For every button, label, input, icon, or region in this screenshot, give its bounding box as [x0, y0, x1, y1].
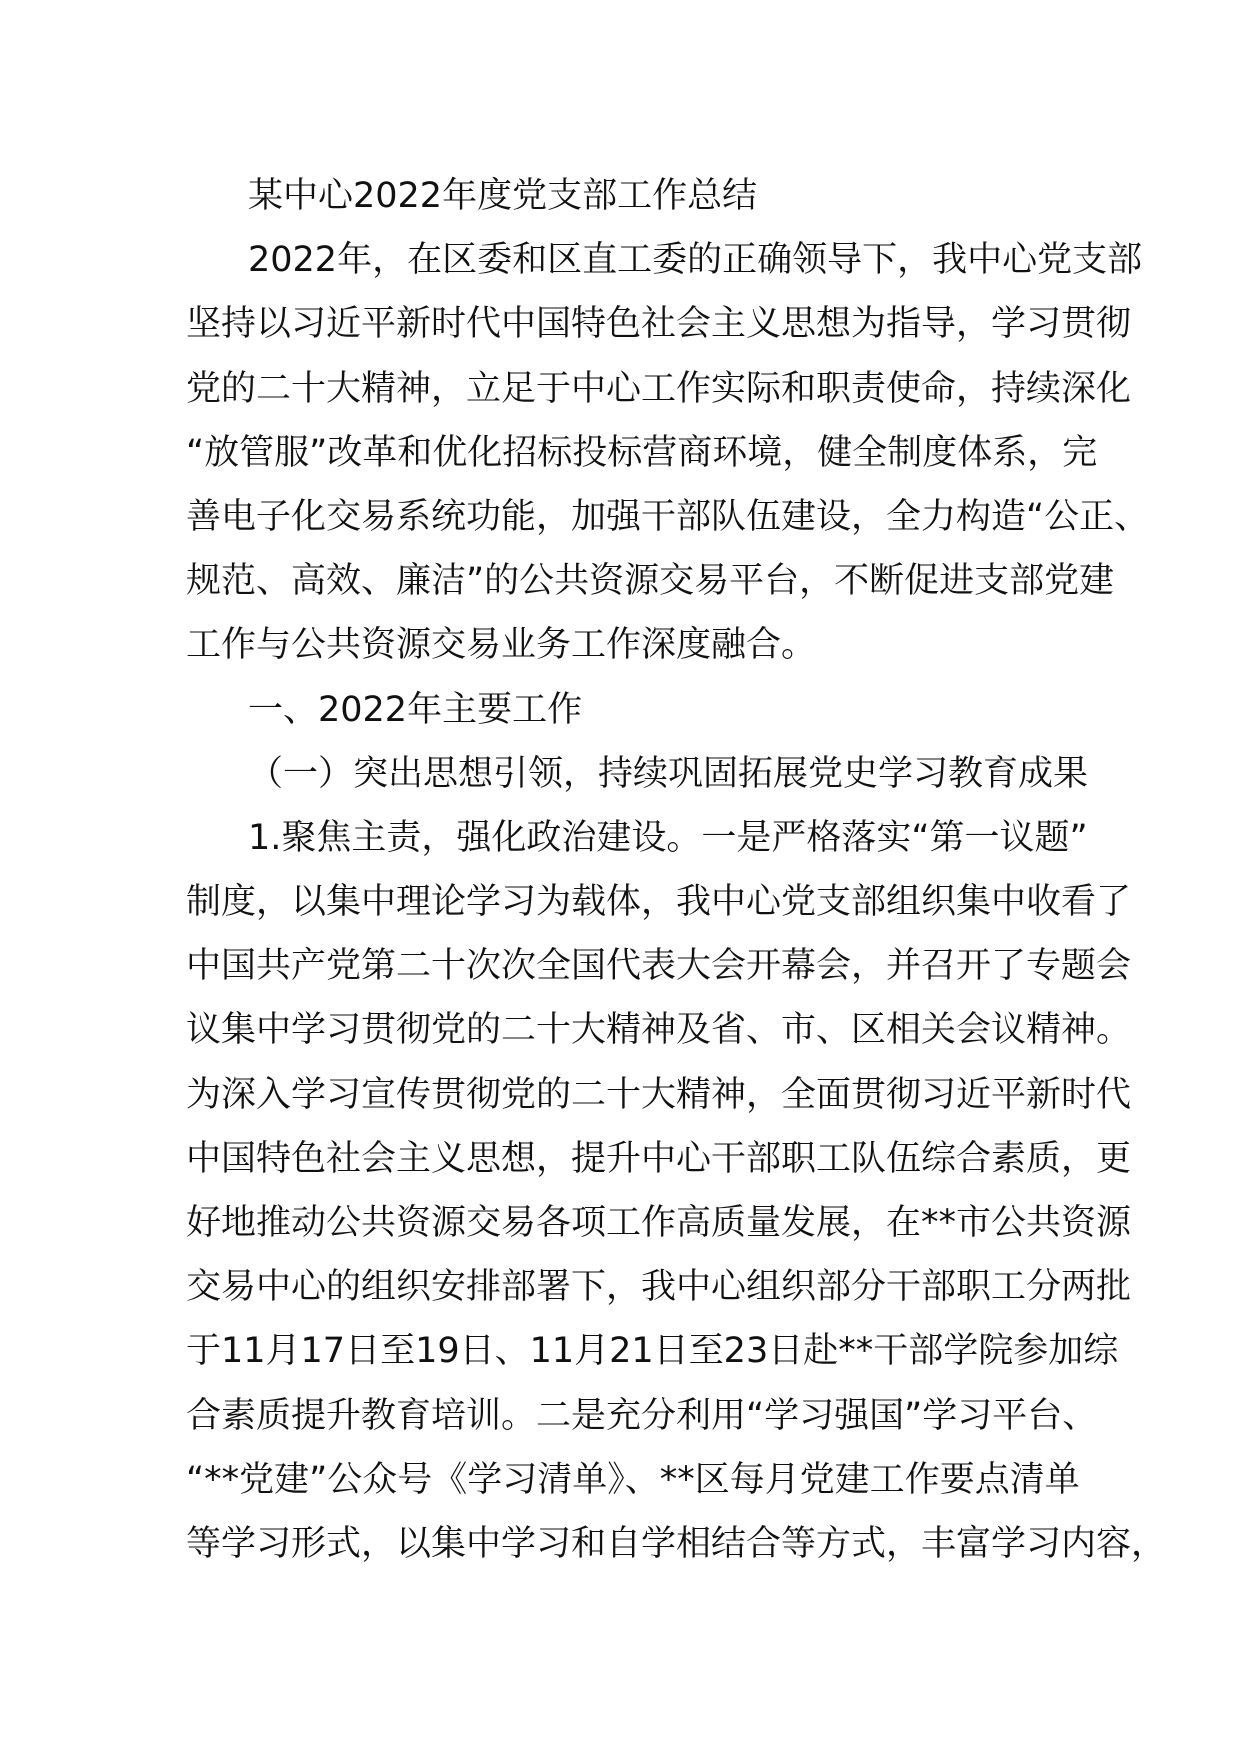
section-heading: 一、2022年主要工作: [248, 689, 583, 730]
paragraph-line: 交易中心的组织安排部署下，我中心组织部分干部职工分两批: [186, 1267, 1132, 1308]
document-title: 某中心2022年度党支部工作总结: [248, 176, 758, 216]
paragraph-line: 1.聚焦主责，强化政治建设。一是严格落实“第一议题”: [248, 817, 1088, 858]
paragraph-line: “**党建”公众号《学习清单》、**区每月党建工作要点清单: [186, 1459, 1080, 1500]
paragraph-line: 等学习形式，以集中学习和自学相结合等方式，丰富学习内容，: [186, 1523, 1167, 1564]
paragraph-line: 为深入学习宣传贯彻党的二十大精神，全面贯彻习近平新时代: [186, 1074, 1132, 1115]
document-body: [186, 164, 1167, 1576]
paragraph-line: 于11月17日至19日、11月21日至23日赴**干部学院参加综: [186, 1331, 1119, 1372]
paragraph-line: 议集中学习贯彻党的二十大精神及省、市、区相关会议精神。: [186, 1010, 1132, 1051]
paragraph-line: 制度，以集中理论学习为载体，我中心党支部组织集中收看了: [186, 882, 1132, 923]
paragraph-line: 规范、高效、廉洁”的公共资源交易平台，不断促进支部党建: [186, 561, 1115, 602]
paragraph-line: 合素质提升教育培训。二是充分利用“学习强国”学习平台、: [186, 1395, 1098, 1436]
paragraph-line: 党的二十大精神，立足于中心工作实际和职责使命，持续深化: [186, 368, 1132, 409]
paragraph-line: “放管服”改革和优化招标投标营商环境，健全制度体系，完: [186, 432, 1098, 473]
paragraph-line: 中国共产党第二十次次全国代表大会开幕会，并召开了专题会: [186, 946, 1132, 987]
paragraph-line: 中国特色社会主义思想，提升中心干部职工队伍综合素质，更: [186, 1138, 1132, 1179]
paragraph-line: 好地推动公共资源交易各项工作高质量发展，在**市公共资源: [186, 1203, 1132, 1243]
paragraph-line: 善电子化交易系统功能，加强干部队伍建设，全力构造“公正、: [186, 496, 1150, 537]
subsection-heading: （一）突出思想引领，持续巩固拓展党史学习教育成果: [248, 753, 1089, 794]
paragraph-line: 坚持以习近平新时代中国特色社会主义思想为指导，学习贯彻: [186, 304, 1132, 345]
paragraph-line: 工作与公共资源交易业务工作深度融合。: [186, 625, 817, 666]
paragraph-line: 2022年，在区委和区直工委的正确领导下，我中心党支部: [248, 240, 1143, 281]
